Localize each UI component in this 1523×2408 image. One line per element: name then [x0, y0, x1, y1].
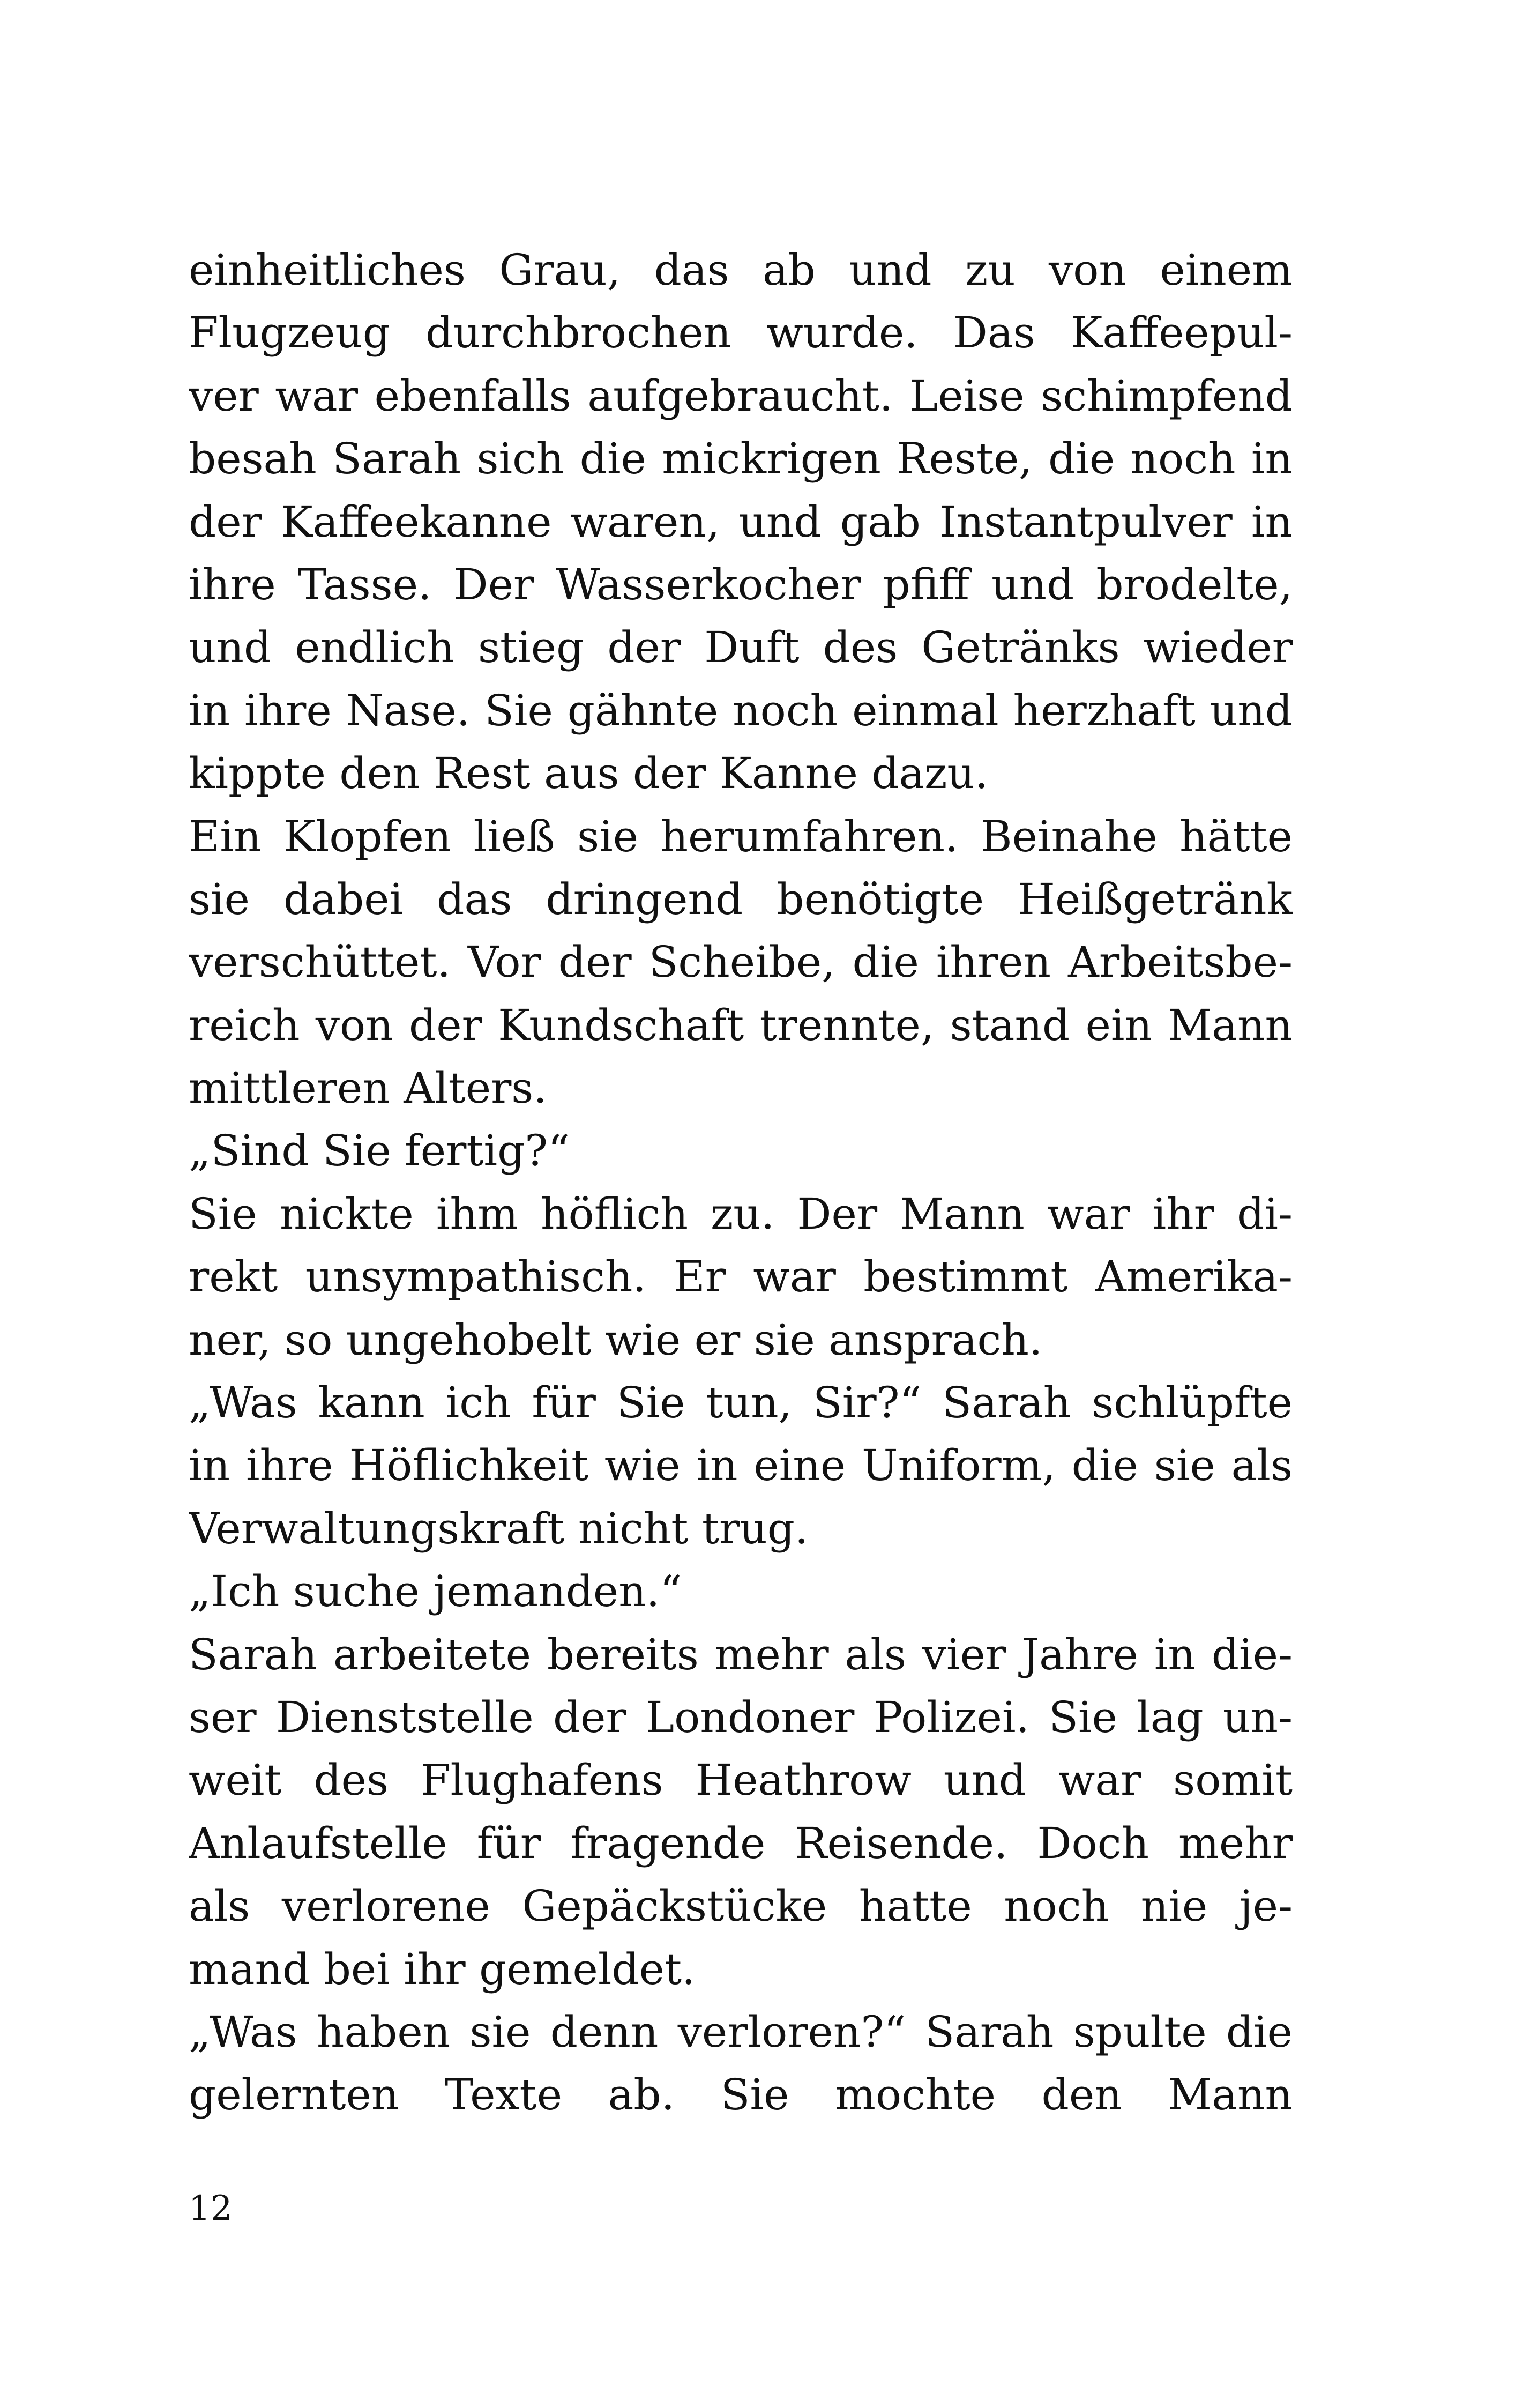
text-line: „Sind Sie fertig?“: [189, 1126, 570, 1176]
text-line: gelernten Texte ab. Sie mochte den Mann: [189, 2070, 1293, 2120]
text-line: als verlorene Gepäckstücke hatte noch nie je-: [189, 1881, 1293, 1931]
text-line: ver war ebenfalls aufgebraucht. Leise schimpfend: [189, 370, 1293, 421]
text-line: „Was kann ich für Sie tun, Sir?“ Sarah schlüpfte: [189, 1378, 1293, 1428]
text-line: Verwaltungskraft nicht trug.: [189, 1503, 809, 1554]
text-line: mittleren Alters.: [189, 1063, 547, 1113]
text-line: „Ich suche jemanden.“: [189, 1566, 682, 1617]
text-line: und endlich stieg der Duft des Getränks wieder: [189, 622, 1293, 673]
text-line: Ein Klopfen ließ sie herumfahren. Beinahe hätte: [189, 811, 1293, 861]
text-line: der Kaffeekanne waren, und gab Instantpulver in: [189, 496, 1293, 547]
text-line: besah Sarah sich die mickrigen Reste, die noch in: [189, 434, 1293, 484]
text-line: in ihre Höflichkeit wie in eine Uniform, die sie als: [189, 1440, 1293, 1491]
text-line: Sarah arbeitete bereits mehr als vier Jahre in die-: [189, 1629, 1293, 1679]
text-line: kippte den Rest aus der Kanne dazu.: [189, 748, 989, 799]
text-line: reich von der Kundschaft trennte, stand ein Mann: [189, 1000, 1293, 1050]
body-text: [189, 239, 1293, 2127]
text-line: Sie nickte ihm höflich zu. Der Mann war ihr di-: [189, 1188, 1293, 1239]
text-line: ser Dienststelle der Londoner Polizei. Sie lag un-: [189, 1692, 1293, 1742]
text-line: verschüttet. Vor der Scheibe, die ihren Arbeitsbe-: [189, 937, 1293, 987]
text-line: weit des Flughafens Heathrow und war somit: [189, 1755, 1293, 1805]
page-number: 12: [189, 2189, 233, 2228]
text-line: Flugzeug durchbrochen wurde. Das Kaffeepul-: [189, 308, 1293, 358]
text-line: ner, so ungehobelt wie er sie ansprach.: [189, 1314, 1043, 1365]
text-line: sie dabei das dringend benötigte Heißgetränk: [189, 874, 1293, 924]
text-line: „Was haben sie denn verloren?“ Sarah spulte die: [189, 2006, 1293, 2057]
text-line: einheitliches Grau, das ab und zu von einem: [189, 245, 1293, 295]
text-line: ihre Tasse. Der Wasserkocher pfiff und brodelte,: [189, 559, 1293, 610]
text-line: mand bei ihr gemeldet.: [189, 1944, 696, 1994]
text-line: in ihre Nase. Sie gähnte noch einmal herzhaft und: [189, 685, 1293, 735]
text-line: Anlaufstelle für fragende Reisende. Doch mehr: [189, 1818, 1293, 1868]
text-line: rekt unsympathisch. Er war bestimmt Amerika-: [189, 1252, 1293, 1302]
